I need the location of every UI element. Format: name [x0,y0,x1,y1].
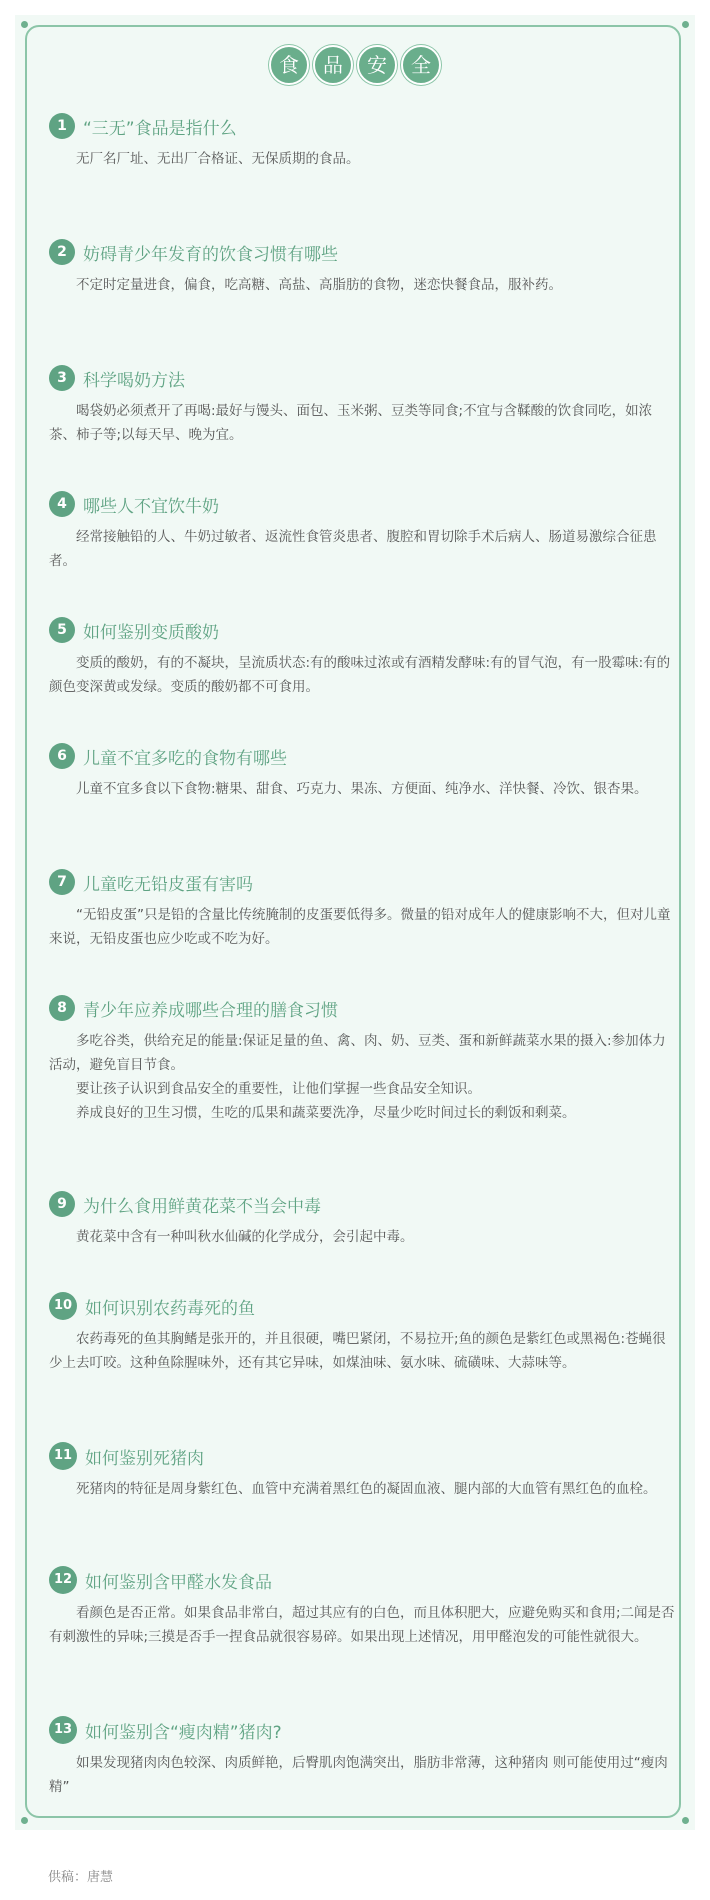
section-1 [49,111,679,237]
section-paragraph: 要让孩子认识到食品安全的重要性，让他们掌握一些食品安全知识。 [76,1081,481,1097]
section-title: 青少年应养成哪些合理的膳食习惯 [83,1000,338,1021]
section-paragraph: 经常接触铅的人、牛奶过敏者、返流性食管炎患者、腹腔和胃切除手术后病人、肠道易激综合征患者。 [49,529,657,569]
section-paragraph: 黄花菜中含有一种叫秋水仙碱的化学成分，会引起中毒。 [76,1229,414,1245]
section-paragraph: 变质的酸奶，有的不凝块，呈流质状态:有的酸味过浓或有酒精发酵味:有的冒气泡，有一股霉味:有的颜色变深黄或发绿。变质的酸奶都不可食用。 [49,655,671,695]
section-title: 儿童不宜多吃的食物有哪些 [83,748,287,769]
section-title: 科学喝奶方法 [83,370,185,391]
section-number: 4 [49,491,75,517]
section-2 [49,237,679,363]
section-title: “三无”食品是指什么 [83,118,237,139]
section-number: 7 [49,869,75,895]
section-paragraph: “无铅皮蛋”只是铅的含量比传统腌制的皮蛋要低得多。微量的铅对成年人的健康影响不大，但对儿童来说，无铅皮蛋也应少吃或不吃为好。 [49,907,671,947]
section-4 [49,489,679,615]
section-title: 为什么食用鲜黄花菜不当会中毒 [83,1196,321,1217]
section-8 [49,993,679,1189]
section-paragraph: 看颜色是否正常。如果食品非常白，超过其应有的白色，而且体积肥大，应避免购买和食用;二闻是否有刺激性的异味;三摸是否手一捏食品就很容易碎。如果出现上述情况，用甲醛泡发的可能性就很大。 [49,1605,675,1645]
section-paragraph: 不定时定量进食，偏食，吃高糖、高盐、高脂肪的食物，迷恋快餐食品，服补药。 [76,277,562,293]
corner-dot [682,1817,689,1824]
section-title: 如何鉴别含甲醛水发食品 [85,1572,272,1593]
section-number: 8 [49,995,75,1021]
section-paragraph: 多吃谷类，供给充足的能量:保证足量的鱼、禽、肉、奶、豆类、蛋和新鲜蔬菜水果的摄入:参加体力活动，避免盲目节食。 [49,1033,666,1073]
corner-dot [21,21,28,28]
section-title: 如何鉴别死猪肉 [85,1448,204,1469]
section-number: 11 [49,1442,77,1470]
section-number: 12 [49,1566,77,1594]
section-paragraph: 养成良好的卫生习惯，生吃的瓜果和蔬菜要洗净，尽量少吃时间过长的剩饭和剩菜。 [76,1105,576,1121]
section-number: 3 [49,365,75,391]
title-char: 安 [357,45,397,85]
section-paragraph: 农药毒死的鱼其胸鳍是张开的，并且很硬，嘴巴紧闭，不易拉开;鱼的颜色是紫红色或黑褐色:苍蝇很少上去叮咬。这种鱼除腥味外，还有其它异味，如煤油味、氨水味、硫磺味、大蒜味等。 [49,1331,666,1371]
title-char: 全 [401,45,441,85]
section-number: 10 [49,1292,77,1320]
section-number: 9 [49,1191,75,1217]
section-number: 1 [49,113,75,139]
section-title: 儿童吃无铅皮蛋有害吗 [83,874,253,895]
section-paragraph: 无厂名厂址、无出厂合格证、无保质期的食品。 [76,151,360,167]
section-9 [49,1189,679,1291]
section-paragraph: 儿童不宜多食以下食物:糖果、甜食、巧克力、果冻、方便面、纯净水、洋快餐、冷饮、银杏果。 [76,781,648,797]
page-title [15,45,695,85]
section-number: 13 [49,1716,77,1744]
section-6 [49,741,679,867]
section-11 [49,1441,679,1565]
section-title: 如何鉴别变质酸奶 [83,622,219,643]
section-paragraph: 死猪肉的特征是周身紫红色、血管中充满着黑红色的凝固血液、腿内部的大血管有黑红色的血栓。 [76,1481,657,1497]
section-title: 哪些人不宜饮牛奶 [83,496,219,517]
section-13 [49,1715,679,1825]
section-title: 妨碍青少年发育的饮食习惯有哪些 [83,244,338,265]
section-3 [49,363,679,489]
section-list [49,111,679,1825]
section-number: 5 [49,617,75,643]
corner-dot [682,21,689,28]
title-char: 品 [313,45,353,85]
section-number: 2 [49,239,75,265]
corner-dot [21,1817,28,1824]
section-5 [49,615,679,741]
section-title: 如何鉴别含“瘦肉精”猪肉? [85,1722,282,1743]
section-paragraph: 喝袋奶必须煮开了再喝:最好与馒头、面包、玉米粥、豆类等同食;不宜与含鞣酸的饮食同吃，如浓茶、柿子等;以每天早、晚为宜。 [49,403,653,443]
content-card [15,15,695,1830]
title-char: 食 [269,45,309,85]
author-credit: 供稿：唐慧 [48,1869,114,1884]
section-title: 如何识别农药毒死的鱼 [85,1298,255,1319]
section-number: 6 [49,743,75,769]
section-12 [49,1565,679,1715]
section-7 [49,867,679,993]
section-paragraph: 如果发现猪肉肉色较深、肉质鲜艳，后臀肌肉饱满突出，脂肪非常薄，这种猪肉 则可能使用过“瘦肉精” [49,1755,668,1795]
section-10 [49,1291,679,1441]
